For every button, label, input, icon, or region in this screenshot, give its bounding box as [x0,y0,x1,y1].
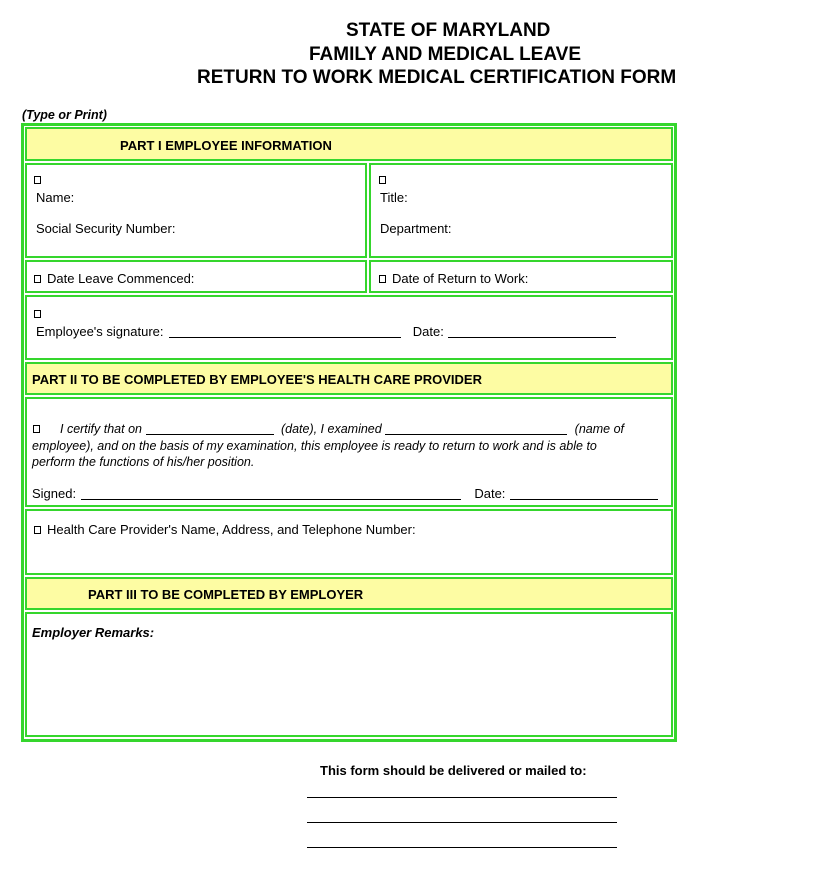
employer-remarks-label: Employer Remarks: [32,625,155,640]
part2-header [25,362,673,395]
name-label: Name: [36,190,75,205]
certify-line-1 [33,422,624,436]
certify-line-3: perform the functions of his/her position. [32,455,255,469]
part3-header [25,577,673,610]
date-leave-label: Date Leave Commenced: [47,271,195,286]
provider-info-checkbox[interactable] [34,526,41,534]
provider-date-label: Date: [474,486,506,501]
provider-signed-line[interactable] [81,487,461,500]
date-leave-field [34,271,194,286]
certify-checkbox[interactable] [33,425,40,433]
exam-date-line[interactable] [146,422,274,435]
title-label: Title: [380,190,408,205]
type-or-print-note: (Type or Print) [22,108,107,122]
form-title-main: RETURN TO WORK MEDICAL CERTIFICATION FORM [197,67,677,88]
certify-text-b: (date), I examined [280,422,382,436]
signature-checkbox[interactable] [34,310,41,318]
date-return-field [379,271,528,286]
employee-signature-line[interactable] [169,325,401,338]
provider-signed-row [32,486,658,501]
part2-heading: PART II TO BE COMPLETED BY EMPLOYEE'S HEALTH CARE PROVIDER [32,372,482,387]
provider-info-field [34,522,416,537]
title-checkbox[interactable] [379,176,386,184]
employee-title-dept-cell [369,163,673,258]
provider-signed-label: Signed: [32,486,77,501]
employee-date-label: Date: [412,324,444,339]
date-leave-checkbox[interactable] [34,275,41,283]
provider-info-cell [25,509,673,575]
department-label: Department: [380,221,452,236]
delivery-instructions: This form should be delivered or mailed to: [320,763,587,778]
date-return-label: Date of Return to Work: [392,271,529,286]
certify-text-a: I certify that on [60,422,142,436]
employee-signature-row [36,324,616,339]
employee-signature-cell [25,295,673,360]
mailing-address-line-2[interactable] [307,822,617,823]
part3-heading: PART III TO BE COMPLETED BY EMPLOYER [88,587,364,602]
date-return-cell [369,260,673,293]
mailing-address-line-3[interactable] [307,847,617,848]
part1-heading: PART I EMPLOYEE INFORMATION [120,138,332,153]
provider-date-line[interactable] [510,487,658,500]
form-title-program: FAMILY AND MEDICAL LEAVE [309,44,582,65]
date-return-checkbox[interactable] [379,275,386,283]
name-checkbox[interactable] [34,176,41,184]
employer-remarks-cell[interactable] [25,612,673,737]
certify-line-2: employee), and on the basis of my examination, this employee is ready to return to work and is able to [32,439,597,453]
part1-header [25,127,673,161]
mailing-address-line-1[interactable] [307,797,617,798]
employee-signature-label: Employee's signature: [36,324,164,339]
form-frame [21,123,677,742]
employee-name-line[interactable] [385,422,567,435]
certify-text-c: (name of [574,422,625,436]
date-leave-cell [25,260,367,293]
ssn-label: Social Security Number: [36,221,176,236]
certification-cell [25,397,673,507]
employee-date-line[interactable] [448,325,616,338]
form-title-state: STATE OF MARYLAND [346,20,551,41]
provider-info-label: Health Care Provider's Name, Address, and Telephone Number: [47,522,416,537]
employee-name-ssn-cell [25,163,367,258]
